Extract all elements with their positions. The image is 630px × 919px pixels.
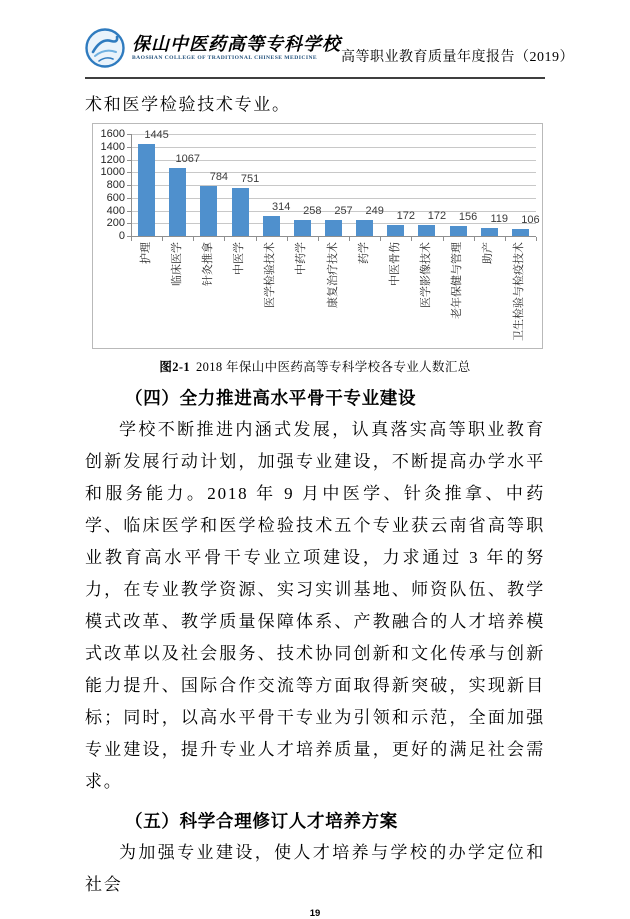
category-label-slot: [233, 240, 247, 344]
school-brand: [85, 28, 341, 68]
category-label-slot: [482, 240, 496, 344]
category-label-slot: [140, 240, 154, 344]
y-axis-tick-label: 1600: [100, 128, 125, 140]
x-axis-tick: [474, 237, 475, 241]
x-axis-tick: [505, 237, 506, 241]
y-axis-tick-label: 200: [106, 217, 125, 230]
bar-value-label: 784: [209, 171, 229, 184]
category-label-slot: [451, 240, 465, 344]
category-label: 医学影像技术: [419, 242, 432, 308]
bar-value-label: 257: [334, 204, 353, 217]
category-label: 中医骨伤: [388, 242, 401, 286]
category-label: 卫生检验与检疫技术: [513, 242, 526, 341]
report-title: 高等职业教育质量年度报告（2019）: [341, 50, 574, 65]
intro-text: 术和医学检验技术专业。: [85, 95, 291, 114]
category-label: 护理: [139, 242, 152, 264]
x-axis-tick: [536, 237, 537, 241]
bar: [294, 220, 311, 236]
x-axis-tick: [131, 237, 132, 241]
category-label-slot: [389, 240, 403, 344]
bar: [387, 225, 404, 236]
bar-value-label: 258: [303, 204, 322, 217]
section5-paragraph: 为加强专业建设，使人才培养与学校的办学定位和社会: [85, 843, 545, 894]
bar-value-label: 1067: [175, 152, 200, 165]
category-label: 康复治疗技术: [326, 242, 339, 308]
bar: [200, 186, 217, 236]
x-axis-tick: [380, 237, 381, 241]
bar: [325, 220, 342, 236]
y-axis-tick-label: 800: [106, 179, 125, 191]
figure-caption: [85, 357, 545, 375]
y-axis-tick-label: 0: [118, 230, 125, 242]
category-label-slot: [295, 240, 309, 344]
category-label: 临床医学: [170, 242, 183, 286]
category-label: 中药学: [295, 242, 308, 275]
x-axis-line: [131, 236, 536, 237]
bar-value-label: 106: [521, 214, 540, 227]
gridline: [131, 134, 536, 135]
category-label-slot: [420, 240, 434, 344]
section5-heading: （五）科学合理修订人才培养方案: [125, 811, 398, 831]
category-label-slot: [171, 240, 185, 344]
caption-text: 2018 年保山中医药高等专科学校各专业人数汇总: [196, 360, 471, 374]
gridline: [131, 147, 536, 148]
bar: [356, 220, 373, 236]
bar-value-label: 249: [365, 205, 384, 218]
bar: [232, 188, 249, 236]
gridline: [131, 198, 536, 199]
x-axis-tick: [256, 237, 257, 241]
category-label-slot: [327, 240, 341, 344]
gridline: [131, 185, 536, 186]
caption-label: 图2-1: [159, 360, 191, 374]
section4-heading: （四）全力推进高水平骨干专业建设: [125, 388, 417, 408]
bar-value-label: 314: [272, 200, 291, 213]
bar: [481, 228, 498, 236]
x-axis-tick: [318, 237, 319, 241]
bar: [418, 225, 435, 236]
bar-value-label: 172: [427, 210, 447, 223]
y-axis-line: [131, 134, 132, 236]
page-number: 19: [309, 908, 321, 919]
y-axis-tick-label: 1000: [100, 166, 125, 179]
page-header: [85, 28, 574, 79]
x-axis-tick: [193, 237, 194, 241]
x-axis-tick: [162, 237, 163, 241]
category-label-slot: [513, 240, 527, 344]
category-label: 中医学: [233, 242, 246, 275]
x-axis-tick: [411, 237, 412, 241]
school-names: [132, 35, 341, 62]
bar-value-label: 1445: [144, 128, 169, 141]
category-label-slot: [264, 240, 278, 344]
y-axis-tick-label: 400: [106, 204, 125, 217]
y-axis-tick-label: 600: [106, 191, 125, 204]
bar: [138, 144, 155, 236]
category-label: 医学检验技术: [264, 242, 277, 308]
x-axis-tick: [224, 237, 225, 241]
school-logo-icon: [85, 28, 125, 68]
school-name-cn: 保山中医药高等专科学校: [132, 33, 341, 54]
bar-chart: [92, 123, 543, 349]
y-axis-tick-label: 1400: [100, 140, 125, 153]
bar: [450, 226, 467, 236]
bar: [512, 229, 529, 236]
category-label-slot: [202, 240, 216, 344]
section4-paragraph: 学校不断推进内涵式发展，认真落实高等职业教育创新发展行动计划，加强专业建设，不断提高办学水平和服务能力。2018 年 9 月中医学、针灸推拿、中药学、临床医学和医学检验技术五个专业获云南省高等职业教育高水平骨干专业立项建设，力求通过 3 年的努力，在专业教学资源、实习实训基地、师资队伍、教学模式改革、教学质量保障体系、产教融合的人才培养模式改革以及社会服务、技术协同创新和文化传承与创新能力提升、国际合作交流等方面取得新突破，实现新目标；同时，以高水平骨干专业为引领和示范，全面加强专业建设，提升专业人才培养质量，更好的满足社会需求。: [85, 420, 545, 791]
x-axis-tick: [349, 237, 350, 241]
category-label: 老年保健与管理: [451, 242, 464, 319]
category-label: 药学: [357, 242, 370, 264]
bar: [263, 216, 280, 236]
bar-value-label: 172: [396, 210, 415, 223]
bar-value-label: 156: [458, 211, 478, 224]
y-axis-tick-label: 1200: [100, 153, 125, 166]
school-name-en: BAOSHAN COLLEGE OF TRADITIONAL CHINESE MEDICINE: [132, 54, 318, 61]
bar-value-label: 751: [240, 173, 260, 186]
category-label: 针灸推拿: [201, 242, 214, 286]
bar-value-label: 119: [490, 213, 509, 226]
category-label-slot: [358, 240, 372, 344]
bar: [169, 168, 186, 236]
category-label: 助产: [482, 242, 495, 264]
x-axis-tick: [443, 237, 444, 241]
gridline: [131, 172, 536, 173]
x-axis-tick: [287, 237, 288, 241]
